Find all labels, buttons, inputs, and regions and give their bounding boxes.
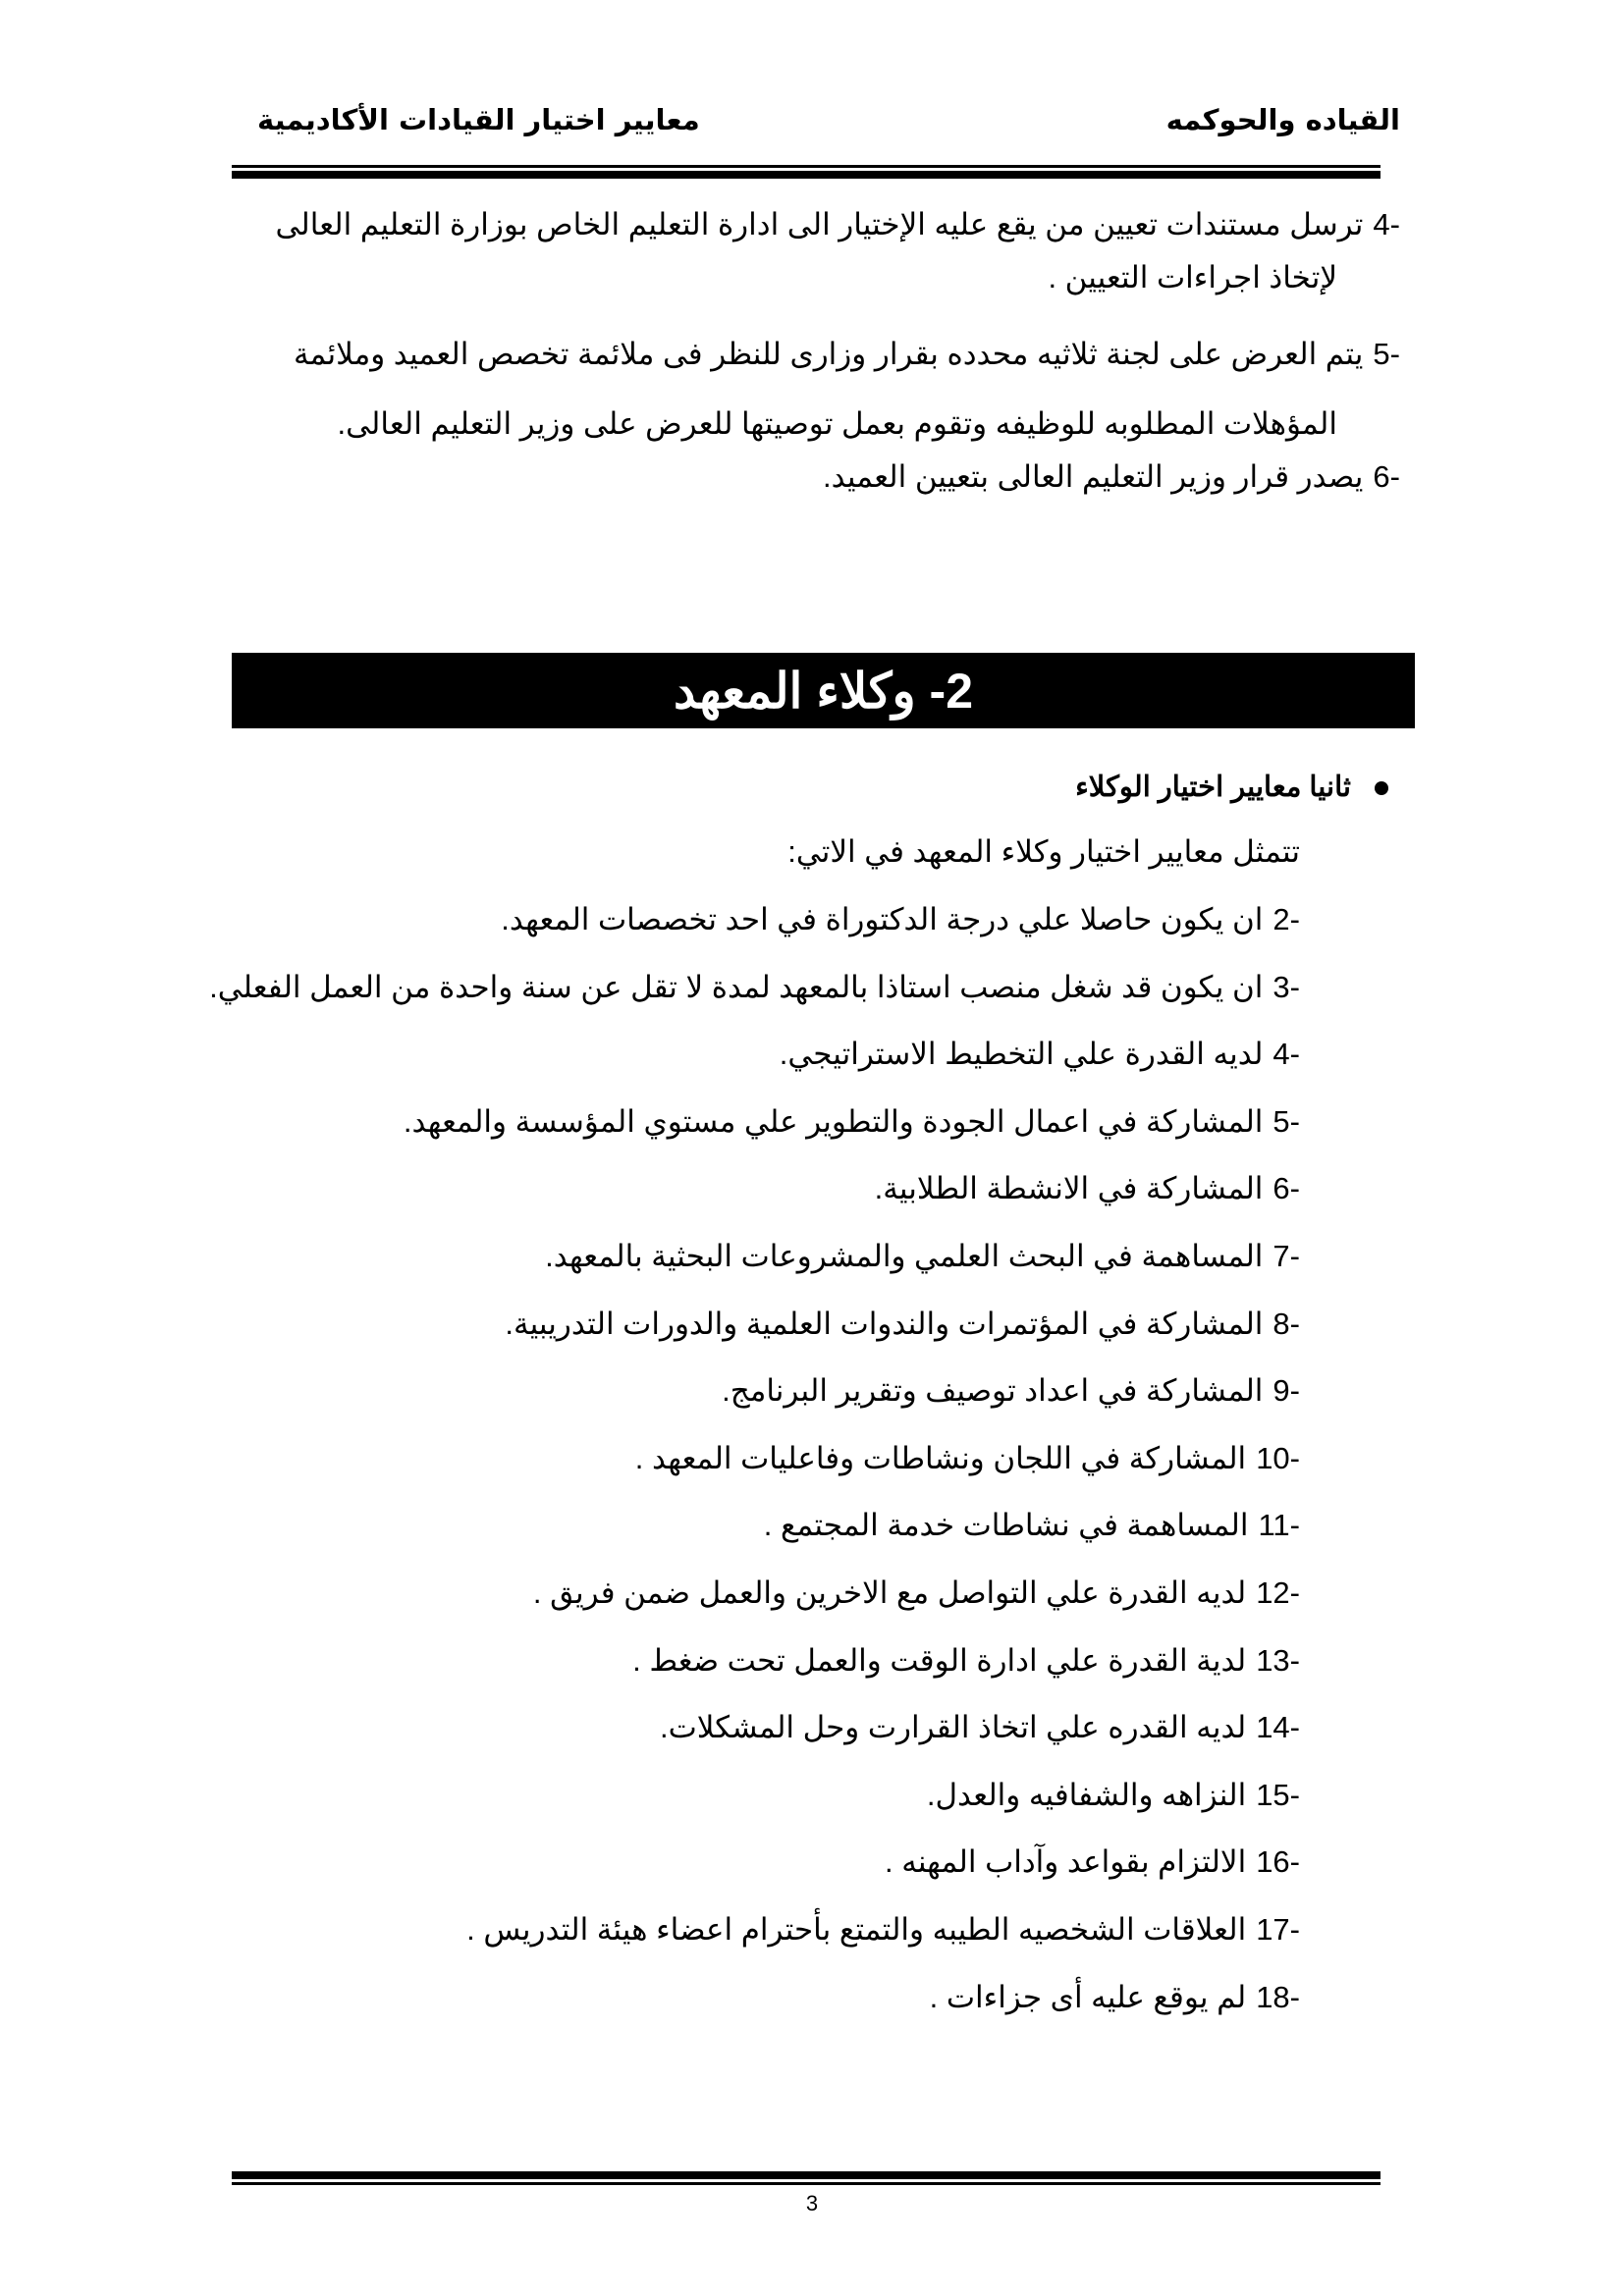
item-text: العلاقات الشخصيه الطيبه والتمتع بأحترام اعضاء هيئة التدريس . <box>466 1912 1247 1947</box>
item-text: لديه القدرة علي التواصل مع الاخرين والعمل ضمن فريق . <box>532 1575 1247 1610</box>
item-text: النزاهه والشفافيه والعدل. <box>926 1777 1247 1812</box>
item-text: المساهمة في البحث العلمي والمشروعات البحثية بالمعهد. <box>545 1239 1264 1273</box>
footer-rule-thin <box>232 2182 1380 2185</box>
item-text: ترسل مستندات تعيين من يقع عليه الإختيار الى ادارة التعليم الخاص بوزارة التعليم العالى <box>275 207 1364 241</box>
item-text: المشاركة في الانشطة الطلابية. <box>874 1171 1264 1206</box>
item-number: 4- <box>1373 207 1400 241</box>
item-number: 11- <box>1258 1508 1300 1543</box>
criteria-item <box>501 900 1300 939</box>
item-text: المشاركة في اللجان ونشاطات وفاعليات المعهد . <box>634 1440 1247 1475</box>
criteria-item <box>466 1910 1300 1949</box>
section1-item-line <box>294 335 1400 374</box>
header-left-title: معايير اختيار القيادات الأكاديمية <box>257 103 700 136</box>
item-text: لديه القدره علي اتخاذ القرارت وحل المشكلات. <box>659 1710 1247 1745</box>
item-text: المشاركة في اعمال الجودة والتطوير علي مستوي المؤسسة والمعهد. <box>403 1103 1264 1139</box>
header-right-title: القياده والحوكمه <box>1165 103 1400 136</box>
item-number: 14- <box>1256 1710 1300 1745</box>
criteria-item <box>780 1035 1300 1074</box>
item-text: يتم العرض على لجنة ثلاثيه محدده بقرار وزارى للنظر فى ملائمة تخصص العميد وملائمة <box>293 337 1364 371</box>
section1-item-line <box>823 457 1400 497</box>
item-number: 17- <box>1256 1912 1300 1947</box>
header-rule-thin <box>232 165 1380 168</box>
item-number: 16- <box>1256 1844 1300 1880</box>
bullet-heading <box>1075 768 1388 807</box>
criteria-item <box>875 1169 1300 1208</box>
item-number: 8- <box>1272 1306 1300 1341</box>
section1-item-line <box>337 404 1337 444</box>
item-text: المساهمة في نشاطات خدمة المجتمع . <box>763 1508 1249 1543</box>
footer-rule-thick <box>232 2171 1380 2179</box>
item-number: 15- <box>1256 1777 1300 1812</box>
section-banner <box>232 653 1415 728</box>
item-number: 2- <box>1272 902 1300 936</box>
item-text: لديه القدرة علي التخطيط الاستراتيجي. <box>779 1037 1264 1072</box>
criteria-item <box>927 1776 1300 1815</box>
header-rule-thick <box>232 171 1380 179</box>
item-text: المؤهلات المطلوبه للوظيفه وتقوم بعمل توصيتها للعرض على وزير التعليم العالى. <box>337 406 1337 441</box>
criteria-item <box>209 968 1300 1007</box>
item-number: 5- <box>1272 1103 1300 1139</box>
banner-title: 2- وكلاء المعهد <box>674 663 973 719</box>
item-number: 18- <box>1256 1979 1300 2014</box>
criteria-item <box>505 1305 1300 1344</box>
item-number: 5- <box>1373 337 1400 371</box>
item-text: لم يوقع عليه أى جزاءات . <box>929 1979 1247 2014</box>
section1-item-line <box>1048 258 1337 297</box>
criteria-item <box>885 1842 1300 1882</box>
item-text: المشاركة في اعداد توصيف وتقرير البرنامج. <box>722 1373 1264 1409</box>
bullet-icon <box>1375 781 1388 795</box>
item-number: 9- <box>1272 1373 1300 1409</box>
item-number: 4- <box>1272 1037 1300 1072</box>
item-text: ان يكون قد شغل منصب استاذا بالمعهد لمدة لا تقل عن سنة واحدة من العمل الفعلي. <box>209 969 1264 1004</box>
item-number: 13- <box>1256 1642 1300 1678</box>
intro-text: تتمثل معايير اختيار وكلاء المعهد في الاتي: <box>787 834 1300 869</box>
item-text: يصدر قرار وزير التعليم العالى بتعيين العميد. <box>823 459 1364 494</box>
criteria-item <box>722 1371 1300 1411</box>
item-number: 12- <box>1256 1575 1300 1610</box>
criteria-item <box>930 1978 1300 2017</box>
item-text: لدية القدرة علي ادارة الوقت والعمل تحت ضغط . <box>632 1642 1247 1678</box>
bullet-heading-text: ثانيا معايير اختيار الوكلاء <box>1075 772 1351 803</box>
item-text: الالتزام بقواعد وآداب المهنه . <box>884 1844 1247 1880</box>
page-number: 3 <box>805 2191 819 2216</box>
criteria-item <box>545 1237 1300 1276</box>
item-text: ان يكون حاصلا علي درجة الدكتوراة في احد تخصصات المعهد. <box>501 902 1264 936</box>
item-number: 7- <box>1272 1239 1300 1273</box>
item-number: 6- <box>1272 1171 1300 1206</box>
item-text: لإتخاذ اجراءات التعيين . <box>1048 260 1337 294</box>
criteria-item <box>533 1574 1300 1613</box>
criteria-item <box>632 1641 1300 1681</box>
item-number: 3- <box>1272 969 1300 1004</box>
item-number: 6- <box>1373 459 1400 494</box>
criteria-item <box>764 1506 1300 1545</box>
section1-item-line <box>275 205 1400 244</box>
criteria-item <box>660 1708 1300 1747</box>
criteria-item <box>635 1439 1300 1478</box>
item-text: المشاركة في المؤتمرات والندوات العلمية والدورات التدريبية. <box>505 1306 1264 1341</box>
item-number: 10- <box>1256 1440 1300 1475</box>
criteria-item <box>404 1102 1300 1142</box>
